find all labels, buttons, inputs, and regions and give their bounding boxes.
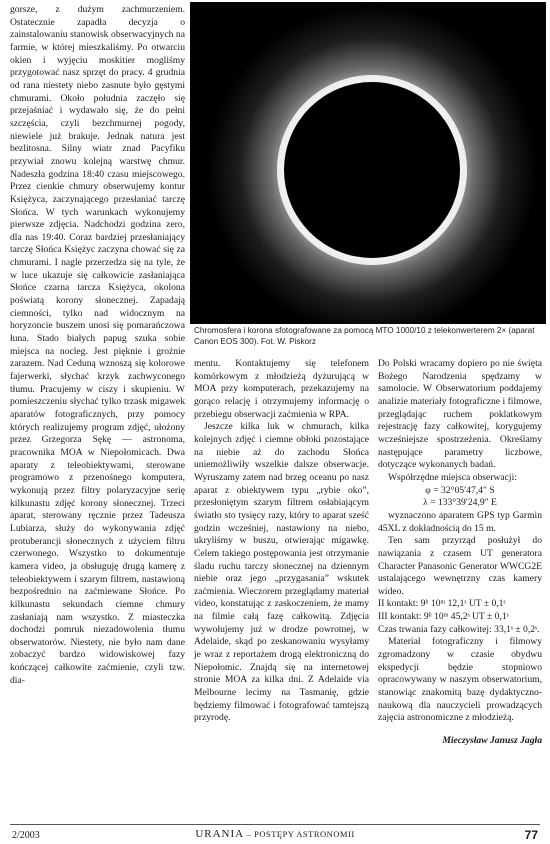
longitude-coordinate: λ = 133°39′24,9″ E	[423, 497, 497, 509]
eclipse-photograph	[190, 2, 546, 324]
left-text-column	[10, 4, 185, 687]
latitude-coordinate: φ = 32°05′47,4″ S	[425, 484, 495, 496]
totality-duration: Czas trwania fazy całkowitej: 33,1ˢ ± 0,2ˢ.	[378, 623, 540, 635]
right-text-column	[378, 358, 542, 748]
contact-3-time: III kontakt: 9ʰ 10ᵐ 45,2ˢ UT ± 0,1ˢ	[378, 611, 509, 623]
page-footer	[0, 824, 550, 844]
moon-disc	[284, 82, 460, 258]
paragraph: gorsze, z dużym zachmurzeniem. Ostatecznie zapadła decyzja o zainstalowaniu stanowisk obserwacyjnych na farmie, w której mieszkaliśmy. Po otwarciu okien i wyjęciu moskitier mogliśmy przygotować nasz sprzęt do pracy. 4 grudnia od rana niestety niebo zasnute było gęstymi chmurami. Około południa zaczęło się przejaśniać i wydawało się, że do pełni szczęścia, czyli bezchmurnej pogody, niewiele już brakuje. Jednak natura jest bezlitosna. Silny wiatr znad Pacyfiku przywiał znowu kolejną warstwę chmur. Nadeszła godzina 18:40 czasu miejscowego. Przez cienkie chmury obserwujemy kontur Księżyca, zaczynającego przesłaniać tarczę Słońca. W tych warunkach wykonujemy pierwsze zdjęcia. Nadchodzi godzina zero, dla nas 19:40. Coraz bardziej przesłaniający tarczę Słońca Księżyc zaczyna chować się za chmurami. I nagle przerzedza się na tyle, że w luce ukazuje się całkowicie zasłaniająca Słońce czarna tarcza Księżyca, okolona poświatą korony słonecznej. Zapadają ciemności, tylko nad widocznym na horyzoncie buszem unosi się pomarańczowa łuna. Stado białych papug szuka sobie miejsca na nocleg. Jest pięknie i groźnie zarazem. Nad Ceduną wznoszą się kolorowe fajerwerki, słychać krzyk zachwyconego tłumu. Pracujemy w ciszy i skupieniu. W pomieszczeniu słychać tylko trzask migawek aparatów fotograficznych, przy pomocy których realizujemy program zdjęć, ułożony przez Grzegorza Sękę — astronoma, pracownika MOA w Niepołomicach. Dwa aparaty z teleobiektywami, sterowane programowo z przenośnego komputera, wykonują przez filtry polaryzacyjne serię kilkunastu zdjęć korony słonecznej. Trzeci aparat, sterowany ręcznie przez Tadeusza Lubiarza, służy do wykonywania zdjęć protuberancji słonecznych z użyciem filtru czerwonego. Wszystko to dokumentuje kamera video, ja obsługuję drugą kamerę z teleobiektywem i szarym filtrem, nastawioną bezpośrednio na zaćmiewane Słońce. Po kilkunastu sekundach ciemne chmury zasłaniają nam wszystko. Z miasteczka dochodzi pomruk niezadowolenia tłumu obserwatorów. Niestety, nie było nam dane zobaczyć bardzo widowiskowej fazy kończącej całkowite zaćmienie, czyli tzw. dia-	[10, 4, 185, 686]
issue-number: 2/2003	[12, 830, 40, 841]
paragraph: Do Polski wracamy dopiero po nie święta Bożego Narodzenia spędzamy w samolocie. W Obserwatorium poddajemy analizie materiały fotograficzne i filmowe, przeglądając ruchem poklatkowym rejestrację fazy całkowitej, korygujemy wcześniejsze spostrzeżenia. Określamy następujące parametry liczbowe, dotyczące wykonanych badań.	[378, 358, 542, 471]
journal-name	[0, 828, 550, 840]
author-signature: Mieczysław Janusz Jagła	[442, 735, 542, 747]
paragraph: Jeszcze kilka luk w chmurach, kilka kolejnych zdjęć i ciemne obłoki pozostające na niebie aż do zachodu Słońca uniemożliwiły wszelkie dalsze obserwacje. Wyruszamy zatem nad brzeg oceanu po nasz aparat z obiektywem typu „rybie oko”, przesłoniętym szarym filtrem osłabiającym światło sto tysięcy razy, który to aparat sześć godzin wcześniej, nastawiony na niebo, ukryliśmy w buszu, otwierając migawkę. Celem takiego postępowania jest otrzymanie śladu ruchu tarczy słonecznej na dziennym niebie oraz jego „przygasania” wskutek zaćmienia. Wieczorem przeglądamy materiał video, konstatując z zaskoczeniem, że mamy na filmie całą fazę całkowitą. Zdjęcia wywołujemy już w drodze powrotnej, w Adelaide, skąd po zeskanowaniu wysyłamy je wraz z reportażem drogą elektroniczną do Niepołomic. Znajdą się na internetowej stronie MOA za kilka dni. Z Adelaide via Melbourne lecimy na Tasmanię, gdzie będziemy filmować i fotografować tamtejszą przyrodę.	[194, 421, 369, 724]
footer-divider	[10, 824, 540, 825]
page-number: 77	[524, 828, 538, 842]
eclipse-image	[190, 2, 546, 324]
paragraph: Ten sam przyrząd posłużył do nawiązania z czasem UT generatora Character Panasonic Generator WWCG2E ustalającego wewnętrzny czas kamery wideo.	[378, 535, 542, 597]
middle-text-column	[194, 358, 369, 725]
paragraph: wyznaczono aparatem GPS typ Garmin 45XL z dokładnością do 15 m.	[378, 509, 542, 534]
photo-caption: Chromosfera i korona sfotografowane za pomocą MTO 1000/10 z telekonwerterem 2× (aparat Canon EOS 300). Fot. W. Piskorz	[194, 326, 535, 346]
paragraph: Materiał fotograficzny i filmowy zgromadzony w czasie obydwu ekspedycji będzie stopniowo opracowywany w naszym obserwatorium, stanowiąc znakomitą bazę dydaktyczno-naukową dla nauczycieli prowadzących zajęcia astronomiczne z młodzieżą.	[378, 636, 542, 724]
journal-subtitle: – POSTĘPY ASTRONOMII	[244, 829, 355, 839]
journal-title: URANIA	[195, 828, 245, 840]
paragraph: mentu. Kontaktujemy się telefonem komórkowym z młodzieżą dyżurującą w MOA przy komputerach, przekazujemy na gorąco relację i otrzymujemy informację o przebiegu obserwacji zaćmienia w RPA.	[194, 358, 369, 420]
contact-2-time: II kontakt: 9ʰ 10ᵐ 12,1ˢ UT ± 0,1ˢ	[378, 598, 506, 610]
paragraph: Współrzędne miejsca obserwacji:	[388, 471, 517, 483]
